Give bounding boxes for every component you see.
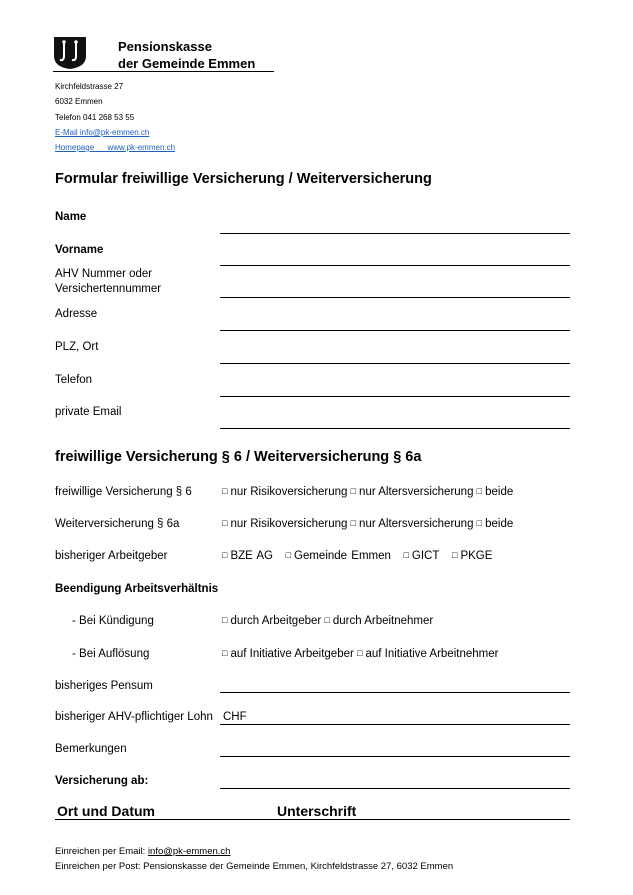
- aufloesung-arbeitgeber-option[interactable]: [222, 648, 354, 660]
- homepage-link[interactable]: [55, 143, 175, 152]
- org-line-1: Pensionskasse: [118, 39, 212, 54]
- org-name: [118, 38, 255, 72]
- footer-post: Einreichen per Post: Pensionskasse der Gemeinde Emmen, Kirchfeldstrasse 27, 6032 Emmen: [55, 861, 454, 872]
- form-title: Formular freiwillige Versicherung / Weiterversicherung: [55, 171, 432, 187]
- pk-emmen-logo: [53, 36, 87, 70]
- unterschrift-label: Unterschrift: [277, 803, 357, 819]
- ahv-label-1: AHV Nummer oder: [55, 268, 153, 280]
- versicherung-ab-label: Versicherung ab:: [55, 775, 149, 787]
- checkbox-icon: □: [324, 615, 330, 625]
- aufloesung-label: - Bei Auflösung: [72, 648, 150, 660]
- option-label: beide: [485, 518, 514, 530]
- address-phone: Telefon 041 268 53 55: [55, 113, 135, 122]
- option-label: auf Initiative Arbeitgeber: [230, 648, 354, 660]
- bemerkungen-field[interactable]: [220, 756, 570, 757]
- telefon-label: Telefon: [55, 374, 93, 386]
- name-field[interactable]: [220, 233, 570, 234]
- option-label: nur Altersversicherung: [359, 486, 474, 498]
- checkbox-icon: □: [222, 550, 228, 560]
- checkbox-icon: □: [403, 550, 409, 560]
- option-label: GICT: [411, 550, 440, 562]
- checkbox-icon: □: [285, 550, 292, 560]
- plz-label: PLZ, Ort: [55, 341, 99, 353]
- weiter-options: [222, 518, 513, 530]
- kuendigung-arbeitgeber-option[interactable]: [222, 615, 321, 627]
- option-label: BZE AG: [230, 550, 273, 562]
- ort-datum-label: Ort und Datum: [57, 803, 155, 819]
- plz-field[interactable]: [220, 363, 570, 364]
- vorname-label: Vorname: [55, 244, 104, 256]
- kuendigung-options: [222, 615, 433, 627]
- footer-email-prefix: Einreichen per Email:: [55, 846, 146, 857]
- homepage-label: Homepage: [55, 143, 95, 152]
- kuendigung-arbeitnehmer-option[interactable]: [324, 615, 433, 627]
- option-label: beide: [485, 486, 514, 498]
- option-label: Gemeinde Emmen: [294, 550, 391, 562]
- weiter-beide-option[interactable]: [477, 518, 514, 530]
- arbeitgeber-label: bisheriger Arbeitgeber: [55, 550, 168, 562]
- option-label: PKGE: [460, 550, 493, 562]
- option-label: nur Altersversicherung: [359, 518, 474, 530]
- ahv-field[interactable]: [220, 297, 570, 298]
- weiter-alters-option[interactable]: [351, 518, 474, 530]
- lohn-label: bisheriger AHV-pflichtiger Lohn: [55, 711, 213, 723]
- option-label: auf Initiative Arbeitnehmer: [365, 648, 499, 660]
- freiwillig-alters-option[interactable]: [351, 486, 474, 498]
- arbeitgeber-gemeinde-option[interactable]: [286, 550, 391, 562]
- homepage-url: www.pk-emmen.ch: [107, 143, 176, 152]
- checkbox-icon: □: [350, 486, 357, 496]
- address-city: 6032 Emmen: [55, 97, 103, 106]
- checkbox-icon: □: [350, 518, 357, 528]
- org-line-2: der Gemeinde Emmen: [118, 56, 256, 71]
- arbeitgeber-gict-option[interactable]: [403, 550, 439, 562]
- option-label: durch Arbeitgeber: [230, 615, 322, 627]
- adresse-label: Adresse: [55, 308, 98, 320]
- versicherung-ab-field[interactable]: [220, 788, 570, 789]
- email-field[interactable]: [220, 428, 570, 429]
- ahv-label-2: Versichertennummer: [55, 283, 162, 295]
- arbeitgeber-bze-option[interactable]: [222, 550, 273, 562]
- freiwillig-risiko-option[interactable]: [222, 486, 347, 498]
- checkbox-icon: □: [357, 648, 363, 658]
- telefon-field[interactable]: [220, 396, 570, 397]
- option-label: durch Arbeitnehmer: [332, 615, 434, 627]
- beendigung-title: Beendigung Arbeitsverhältnis: [55, 583, 219, 595]
- header-rule: [53, 71, 274, 72]
- weiter-risiko-option[interactable]: [222, 518, 347, 530]
- arbeitgeber-options: [222, 550, 492, 562]
- footer-email: [55, 846, 230, 857]
- pensum-field[interactable]: [220, 692, 570, 693]
- adresse-field[interactable]: [220, 330, 570, 331]
- option-label: nur Risikoversicherung: [230, 518, 348, 530]
- weiter-label: Weiterversicherung § 6a: [55, 518, 180, 530]
- checkbox-icon: □: [222, 615, 228, 625]
- pensum-label: bisheriges Pensum: [55, 680, 153, 692]
- aufloesung-arbeitnehmer-option[interactable]: [357, 648, 498, 660]
- checkbox-icon: □: [222, 518, 228, 528]
- freiwillig-label: freiwillige Versicherung § 6: [55, 486, 192, 498]
- aufloesung-options: [222, 648, 498, 660]
- freiwillig-options: [222, 486, 513, 498]
- address-street: Kirchfeldstrasse 27: [55, 82, 124, 91]
- kuendigung-label: - Bei Kündigung: [72, 615, 154, 627]
- checkbox-icon: □: [452, 550, 458, 560]
- email-link[interactable]: E-Mail info@pk-emmen.ch: [55, 128, 150, 137]
- checkbox-icon: □: [222, 648, 228, 658]
- name-label: Name: [55, 211, 87, 223]
- lohn-currency: CHF: [223, 711, 247, 723]
- option-label: nur Risikoversicherung: [230, 486, 348, 498]
- vorname-field[interactable]: [220, 265, 570, 266]
- checkbox-icon: □: [476, 486, 483, 496]
- arbeitgeber-pkge-option[interactable]: [452, 550, 492, 562]
- footer-email-link[interactable]: info@pk-emmen.ch: [147, 846, 231, 857]
- bemerkungen-label: Bemerkungen: [55, 743, 127, 755]
- checkbox-icon: □: [476, 518, 483, 528]
- freiwillig-beide-option[interactable]: [477, 486, 514, 498]
- checkbox-icon: □: [222, 486, 228, 496]
- signature-line[interactable]: [55, 819, 570, 820]
- email-label: private Email: [55, 406, 122, 418]
- section-title: freiwillige Versicherung § 6 / Weiterversicherung § 6a: [55, 449, 422, 465]
- lohn-field[interactable]: [220, 724, 570, 725]
